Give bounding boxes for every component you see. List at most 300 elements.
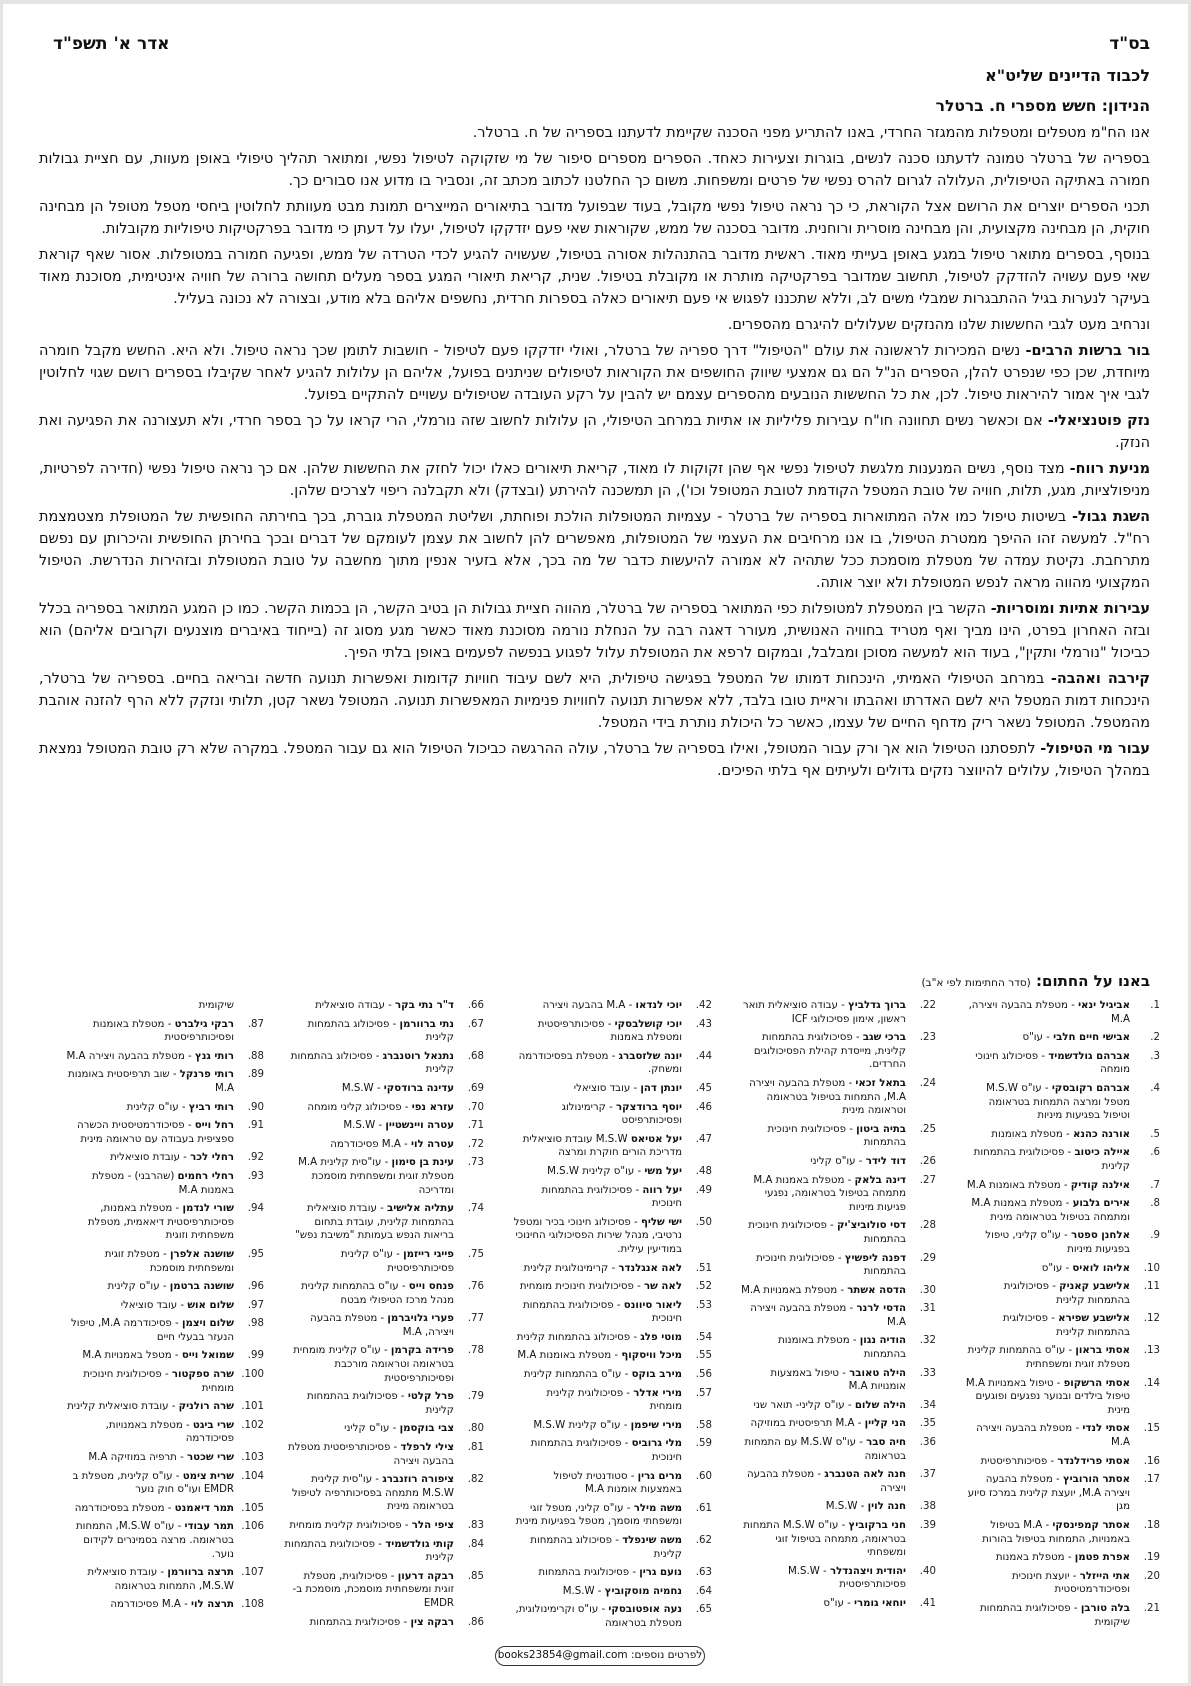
point-title: מניעת רווח-	[1069, 461, 1151, 477]
signatory-name: שרה רולניק	[178, 1401, 234, 1413]
signatory-role: - עו"ס בהתמחות קלינית	[523, 1369, 632, 1381]
signatory-name: בלה טורבן	[1080, 1602, 1130, 1614]
signature-text	[736, 1031, 906, 1072]
signatory-role: - עו"ס קלינית מומחית בטראומה וטראומה מורכבת ופסיכותרפיסטית	[293, 1345, 454, 1384]
signatory-role: - פסיכולוג חינוכי מומחה	[975, 1050, 1130, 1076]
signatory-role: - פסיכולוגית בהתמחות קלינית	[1002, 1313, 1130, 1338]
signatory-name: שרית צימט	[182, 1470, 234, 1482]
signature-number: 90.	[247, 1101, 264, 1113]
signatory-name: רבקי גילברט	[174, 1018, 234, 1030]
intro-paragraph: בספריה של ברטלר טמונה לדעתנו סכנה לנשים, בוגרות וצעירות כאחד. הספרים מספרים סיפור של מי שזקוקה לטיפול נפשי, ומתואר תהליך טיפולי באופן מעוות, עם חציית גבולות חמורה באתיקה הטיפולית, העלולה לגרום להרס נפשי של פרטים ומשפחות. משום כך החלטנו לכתוב מכתב זה, ונסביר בו מדוע אנו סבורים כך.	[39, 151, 1150, 189]
signature-number: 68.	[467, 1050, 484, 1062]
signatory-name: צילי לרפלד	[400, 1442, 454, 1454]
contact-label: לפרטים נוספים:	[631, 1649, 703, 1661]
signature-number: 76.	[467, 1281, 484, 1293]
signatory-name: אתי הייזלר	[1079, 1570, 1130, 1582]
signatory-name: הדסה אשתר	[847, 1284, 906, 1296]
signature-text	[64, 1068, 234, 1095]
signature-text	[736, 1077, 906, 1118]
signature-item	[960, 999, 1160, 1026]
signatory-role: - פסיכולוגית בהתמחות קלינית	[284, 1538, 454, 1564]
signatory-role: - פסיכולוגית בהתמחות קלינית	[307, 1391, 454, 1416]
signature-number: 87.	[247, 1018, 264, 1030]
addressee: לכבוד הדיינים שליט"א	[985, 66, 1150, 85]
point-paragraph	[39, 598, 1150, 664]
signatory-name: אביגיל ינאי	[1078, 1000, 1130, 1011]
signatory-name: רותי גנץ	[194, 1050, 234, 1062]
signatory-name: משה שינפלד	[622, 1535, 682, 1546]
signatory-name: הודיה נגון	[859, 1335, 906, 1347]
signature-item	[64, 1349, 264, 1363]
signature-text	[512, 1165, 682, 1179]
signature-number: 81.	[467, 1442, 484, 1454]
signatory-role: - M.A פסיכודרמה	[110, 1599, 192, 1611]
signatory-role: - פסיכולוגית חינוכית בהתמחות	[767, 1123, 906, 1149]
signature-item	[284, 1390, 484, 1417]
signature-item	[64, 1151, 264, 1165]
signatory-name: ציפי הלר	[411, 1520, 454, 1531]
signature-item	[64, 1202, 264, 1243]
signature-text	[64, 1280, 234, 1294]
signature-number: 101.	[241, 1401, 264, 1413]
signature-item	[64, 1068, 264, 1095]
signature-text	[736, 999, 906, 1026]
signatory-role: - פסיכולוג בהתמחות קלינית	[290, 1050, 454, 1076]
signature-text	[960, 1344, 1130, 1371]
signature-number: 47.	[695, 1133, 712, 1145]
signature-text	[960, 1262, 1130, 1276]
point-text: נשים המכירות לראשונה את עולם "הטיפול" דרך ספריה של ברטלר, ואולי יזדקקו פעם לטיפול - חושבות לתומן שכך נראה טיפול. ולא היא. החשש מקבל חומרה מיוחדת, שכן כפי שנפרט להלן, הספרים הנ"ל הם גם אמצעי שיווק החושפים את הקוראות לטיפולים שניתנים בפועל, אליהם הן עלולות להגיע לאחר שקיבלו בספרים רושם שגוי לחלוטין לגבי איך אמור להיראות טיפול. לכן, את כל החששות הנובעים מהספרים עצמם יש להבין על רקע העובדה שטיפולים עשויים להתקיים בפועל.	[39, 343, 1150, 403]
signature-item	[736, 1468, 936, 1495]
signature-number: 56.	[695, 1369, 712, 1381]
signature-text	[512, 1349, 682, 1363]
signature-number: 95.	[247, 1248, 264, 1260]
point-paragraph	[39, 738, 1150, 782]
contact-box	[495, 1646, 705, 1666]
point-text: הקשר בין המטפלת למטופלות כפי המתואר בספריה של ברטלר, מהווה חציית גבולות הן בטיב הקשר, הן בכמות הקשר. כמו כן המגע המתואר בספריה בכלל ובזה האחרון בפרט, הינו מביך ואף מטריד בחוויה האנושית, מעורר דאגה רבה על הנחלת נורמה מסוכנת מאוד כאשר מגע מסוג זה (בייחוד באיברים מוצנעים וקרובים אליהם) הוא כביכול "נורמלי ותקין", בעוד הוא למעשה מסוכן ומבלבל, ובמקום לרפא את המטופלת עלול לפגוע בנפשה לפעמים באופן בלתי הפיך.	[39, 601, 1150, 661]
signatory-role: - עו"ס קלינית M.S.W	[533, 1419, 631, 1431]
signature-item	[284, 1018, 484, 1045]
signature-number: 19.	[1143, 1552, 1160, 1564]
signature-number: 88.	[247, 1050, 264, 1062]
signature-number: 59.	[695, 1438, 712, 1450]
signature-text	[284, 1119, 454, 1133]
signatory-role: - מטפלת באומנות	[991, 1128, 1073, 1140]
signature-number: 12.	[1143, 1313, 1160, 1325]
signatory-name: הני קליין	[864, 1418, 906, 1430]
signature-text	[64, 1050, 234, 1064]
signatory-name: יהודית ויצהנדלר	[829, 1565, 906, 1577]
signature-item	[64, 1502, 264, 1516]
signature-text	[736, 1302, 906, 1329]
signature-number: 14.	[1143, 1377, 1160, 1389]
signature-text	[284, 1422, 454, 1436]
signature-number: 64.	[695, 1585, 712, 1597]
intro-paragraph: בנוסף, בספרים מתואר טיפול במגע באופן בעייתי מאוד. ראשית מדובר בהתנהלות אסורה בטיפול, שעשויה להגיע לכדי הטרדה של ממש, ופגיעה חמורה במטופלות. אסור שאף קוראת שאי פעם עשויה להזדקק לטיפול, תחשוב שמדובר בפרקטיקה מותרת או מקובלת בטיפול. שנית, קריאת תיאורי המגע בספר מעלים תחושה ברורה של חוויה אינטימית, מסוכנת מאוד בעיקר לנערות בגיל ההתבגרות שמבלי משים לב, וללא שתכננו לפגוש אי פעם תיאורים כאלה בספרות חרדית, נחשפים אליהם בלא מודע, ובצורה לא נכונה בעליל.	[39, 247, 1150, 307]
signature-item	[960, 1262, 1160, 1276]
signatory-role: - מטפלת בפסיכודרמה ומשחק.	[518, 1050, 682, 1076]
signatory-role: - יועצת חינוכית ופסיכודרמטיסטית	[1011, 1570, 1130, 1596]
point-title: עבור מי הטיפול-	[1040, 741, 1151, 757]
signatory-name: ברכי שגב	[862, 1032, 906, 1044]
signatory-role: - פסיכולוגית, מטפלת זוגית ומשפחתית מוסמכת, מוסמכת ב-EMDR	[292, 1570, 454, 1609]
point-paragraph	[39, 668, 1150, 734]
signature-text	[284, 1280, 454, 1307]
signature-number: 32.	[919, 1335, 936, 1347]
signatory-name: לאה אנגלנדר	[618, 1262, 682, 1274]
signature-number: 38.	[919, 1501, 936, 1513]
signature-number: 50.	[695, 1216, 712, 1228]
signatory-name: רותי רביץ	[188, 1101, 234, 1113]
signature-item	[960, 1031, 1160, 1045]
signature-number: 78.	[467, 1345, 484, 1357]
signature-item	[284, 1156, 484, 1197]
signature-text	[512, 1018, 682, 1045]
signature-text	[64, 1502, 234, 1516]
signatory-role: - M.A פסיכודרמה	[330, 1138, 411, 1150]
signatory-role: - פסיכולוג בהתמחות קלינית	[530, 1535, 682, 1560]
signature-number: 40.	[919, 1565, 936, 1577]
signatory-name: אברהם רקובסקי	[1051, 1082, 1130, 1094]
signature-number: 16.	[1143, 1455, 1160, 1467]
signatory-name: תמר עבודי	[184, 1521, 234, 1533]
signatory-name: הדסי לרנר	[856, 1303, 906, 1315]
signature-item	[284, 1280, 484, 1307]
signatory-role: - מטפלת באומנות M.A	[517, 1350, 622, 1362]
signature-number: 10.	[1143, 1262, 1160, 1274]
signatory-role: - מטפלת בפסיכודרמה	[74, 1502, 175, 1514]
signature-item	[736, 1155, 936, 1169]
signature-number: 54.	[695, 1331, 712, 1343]
contact-email[interactable]: books23854@gmail.com	[497, 1649, 628, 1661]
signature-number: 63.	[695, 1567, 712, 1579]
signatory-name: פייגי רייזמן	[403, 1248, 454, 1260]
signature-number: 57.	[695, 1387, 712, 1399]
signatory-name: שלום אוש	[187, 1299, 234, 1311]
signature-text	[284, 999, 454, 1013]
signatory-name: נתי ברוורמן	[399, 1018, 454, 1030]
signature-number: 79.	[467, 1391, 484, 1403]
signatory-name: ישי שליף	[640, 1216, 682, 1228]
signatory-role: - פסיכולוגית קלינית מומחית	[546, 1387, 682, 1413]
signature-number: 65.	[695, 1604, 712, 1616]
signature-text	[960, 1050, 1130, 1077]
signature-text	[736, 1155, 906, 1169]
signatory-name: עתליה אלישיב	[387, 1203, 454, 1215]
signature-text	[284, 1050, 454, 1077]
signature-number: 20.	[1143, 1570, 1160, 1582]
signatory-name: עינת בן סימון	[391, 1157, 454, 1169]
signature-number: 26.	[919, 1155, 936, 1167]
signatory-role: - פסיכולוג בהתמחות קלינית	[307, 1018, 454, 1044]
signatory-role: - פסיכולוגית בהתמחות שיקומית	[979, 1602, 1130, 1628]
signature-text	[736, 1174, 906, 1215]
signature-text	[64, 1317, 234, 1344]
signature-item	[512, 1262, 712, 1276]
signature-number: 71.	[467, 1120, 484, 1132]
signature-text	[736, 1399, 906, 1413]
signature-item	[512, 1349, 712, 1363]
signature-number: 83.	[467, 1520, 484, 1531]
signatory-role: - מטפלת באומנות ופסיכותרפיסטית	[92, 1018, 234, 1044]
signature-item	[512, 1280, 712, 1294]
signature-item	[64, 1119, 264, 1146]
signature-item	[64, 999, 264, 1013]
signature-item	[512, 999, 712, 1013]
signatory-name: תרצה ברוורמן	[167, 1567, 234, 1579]
signature-item	[960, 1312, 1160, 1339]
signatory-role: - מטפלת בהבעה ויצירה	[747, 1469, 906, 1494]
signature-item	[284, 1248, 484, 1275]
signature-text	[284, 1538, 454, 1565]
signature-number: 2.	[1150, 1032, 1160, 1044]
signature-text	[512, 1419, 682, 1433]
signatory-name: נעה אופטובסקי	[608, 1604, 682, 1616]
signature-number: 31.	[919, 1303, 936, 1315]
signature-item	[512, 1184, 712, 1211]
signatory-name: שרי שכטר	[187, 1452, 234, 1464]
signature-text	[284, 1082, 454, 1096]
signature-item	[64, 1419, 264, 1446]
signatory-name: חנה לוין	[867, 1501, 906, 1513]
signature-text	[960, 1473, 1130, 1514]
signature-number: 36.	[919, 1437, 936, 1449]
signature-text	[736, 1565, 906, 1592]
signature-text	[512, 1184, 682, 1211]
signature-number: 25.	[919, 1123, 936, 1135]
signatory-name: עזרא נפי	[411, 1101, 454, 1113]
point-text: בשיטות טיפול כמו אלה המתוארות בספריה של ברטלר - עצמיות המטופלות הולכת ופוחתת, ושליטת המטפלת גוברת, בכך בחירתה החופשית של המטופלת מצטמצמת רח"ל. למעשה זהו ההיפך ממטרת הטיפול, בו אנו מרחיבים את העצמי של המטופלות, מאפשרים להן לחשוב את עצמן לעומקם של דברים ובכך בחירתן החופשית והיכרותן עם נפשם מתרחבת. נקיטת עמדה של מטפלת מוסמכת ככל שתהיה לא אמורה להיעשות כדבר של מה בכך, אלא בזעיר אנפין מתוך מחשבה על טובת המטופלת ובזהירות הנדרשת. הטיפול המקצועי מהווה מראה לנפש המטופלת ולא יוצר אותה.	[39, 509, 1150, 591]
signatory-name: אסתר קמפינסקי	[1052, 1520, 1130, 1531]
signature-number: 5.	[1150, 1128, 1160, 1140]
signatory-name: אלישבע קאניק	[1059, 1281, 1130, 1293]
signatory-role: - פסיכותרפיסטית מטפלת בהבעה ויצירה	[288, 1442, 454, 1467]
signatory-role: - סטודנטית לטיפול באמצעות אומנות M.A	[553, 1470, 682, 1496]
signatory-role: (שהרבני) - מטפלת באמנות M.A	[91, 1170, 234, 1196]
signature-number: 37.	[919, 1469, 936, 1481]
signatory-role: - עו"ס קלינית	[126, 1101, 189, 1113]
signature-number: 35.	[919, 1418, 936, 1430]
signature-text	[284, 1473, 454, 1514]
signature-item	[960, 1229, 1160, 1256]
point-title: השגת גבול-	[1071, 509, 1150, 525]
letter-subject: הנידון: חשש מספרי ח. ברטלר	[935, 97, 1150, 115]
signatory-role: - עו"ס קליני	[810, 1155, 866, 1167]
signature-number: 55.	[695, 1350, 712, 1362]
signature-number: 70.	[467, 1101, 484, 1113]
signature-number: 100.	[241, 1369, 264, 1381]
signatory-name: אלישבע שפירא	[1058, 1313, 1130, 1325]
signature-text	[960, 1519, 1130, 1546]
signatory-role: - עו"ס M.S.W עם התמחות בטראומה	[744, 1437, 906, 1462]
signatory-role: - עו"ס קלינית M.S.W	[547, 1165, 645, 1177]
signatory-name: אירים גלבוע	[1072, 1198, 1130, 1210]
signatory-role: - מטפלת בהבעה ויצירה M.A, יועצת קלינית במרכז סיוע מגן	[967, 1474, 1130, 1513]
signature-number: 33.	[919, 1367, 936, 1379]
signatory-name: הילה שלום	[854, 1399, 906, 1411]
signatory-role: - עובדת סוציאלית	[110, 1152, 191, 1164]
signature-number: 52.	[695, 1281, 712, 1293]
signature-text	[284, 1344, 454, 1385]
signatory-role: - קרימינולוג ופסיכותרפיסט	[561, 1101, 682, 1127]
signature-text	[64, 1248, 234, 1275]
signature-text	[284, 1616, 454, 1630]
signature-number: 23.	[919, 1032, 936, 1044]
signature-text	[512, 1437, 682, 1464]
point-title: נזק פוטנציאלי-	[1047, 413, 1150, 429]
signature-item	[284, 1344, 484, 1385]
signatures-title	[921, 972, 1150, 990]
signatory-role: - עו"ס בהתמחות קלינית מנהל מרכז הטיפולי מבטח	[301, 1281, 454, 1306]
signature-number: 103.	[241, 1452, 264, 1464]
signature-column	[960, 999, 1160, 1634]
signatory-name: חני ברקוביץ	[848, 1520, 906, 1531]
signature-number	[234, 999, 264, 1013]
signatory-role: - פסיכולוגית בהתמחות חינוכית	[522, 1299, 682, 1325]
signatory-role: - פסיכותרפיסטית	[980, 1455, 1058, 1467]
signatory-name: פערי גלויברמן	[387, 1313, 454, 1325]
signature-text	[960, 1377, 1130, 1418]
signatory-name: הילה טאובר	[849, 1367, 906, 1379]
signature-number: 60.	[695, 1470, 712, 1482]
signature-text	[512, 1133, 682, 1160]
signature-item	[512, 1534, 712, 1561]
signature-number: 98.	[247, 1318, 264, 1330]
signature-text	[64, 1202, 234, 1243]
signatory-name: פנחס וייס	[408, 1281, 454, 1293]
signature-text	[960, 1455, 1130, 1469]
signatory-role: - עובד סוציאלי	[573, 1082, 641, 1094]
signature-item	[512, 1470, 712, 1497]
signature-item	[64, 1280, 264, 1294]
signatory-role: - מטפלת בהבעה ויצירה M.A	[750, 1303, 906, 1328]
signature-number: 73.	[467, 1157, 484, 1169]
signature-item	[512, 1299, 712, 1326]
signature-item	[512, 1437, 712, 1464]
signatory-name: דסי סולוביצ'יק	[836, 1220, 906, 1232]
signature-text	[960, 1280, 1130, 1307]
signatory-role: - M.S.W פסיכותרפיסטית	[787, 1565, 906, 1591]
signature-item	[512, 1566, 712, 1580]
signature-text	[512, 1534, 682, 1561]
signature-text	[512, 1082, 682, 1096]
signatory-name: קותי גולדשמיד	[385, 1538, 454, 1550]
signature-text	[512, 1280, 682, 1294]
signatory-role: - מטפלת בהבעה ויצירה, M.A	[968, 1000, 1130, 1025]
signatory-name: אפרת פטמן	[1074, 1552, 1130, 1564]
signature-item	[736, 1174, 936, 1215]
signature-text	[284, 1202, 454, 1243]
signature-number: 42.	[695, 1000, 712, 1011]
signatory-role: - קרימינולוגית קלינית	[523, 1262, 619, 1274]
signatory-name: תרצה לוי	[191, 1599, 234, 1611]
signature-number: 22.	[919, 1000, 936, 1011]
signature-text	[736, 1123, 906, 1150]
signature-item	[960, 1519, 1160, 1546]
signature-number: 11.	[1143, 1281, 1160, 1293]
signatory-name: מירב בוקס	[631, 1369, 682, 1381]
signatory-role: - עו"ס M.S.W מטפל ומרצה התמחות בטראומה וטיפול בפגיעות מיניות	[986, 1082, 1130, 1122]
signatory-role: - עו"ס קליני, מטפל זוגי ומשפחתי מוסמך, מטפל בפגיעות מינית	[515, 1502, 682, 1528]
signatory-role: - עבודה סוציאלית תואר ראשון, אימון פסיכולוגי ICF	[742, 1000, 906, 1025]
signatures-heading: באנו על החתום:	[1036, 972, 1150, 990]
signatory-name: נועם גרין	[639, 1567, 682, 1579]
signature-item	[736, 1031, 936, 1072]
signatory-role: - מטפלת בהבעה ויצירה M.A	[976, 1423, 1130, 1449]
signature-item	[960, 1377, 1160, 1418]
signature-number: 30.	[919, 1284, 936, 1296]
signatory-role: - עו"סית קלינית M.A מטפלת זוגית ומשפחתית מוסמכת ומדריכה	[298, 1157, 454, 1196]
signatory-role: - טיפול באמנויות M.A טיפול בילדים ובנוער נפגעים ופוגעים מינית	[965, 1377, 1130, 1416]
signature-text	[736, 1334, 906, 1361]
signatory-role: - פסיכולוגית בהתמחות קלינית	[973, 1147, 1130, 1172]
signature-text	[512, 1368, 682, 1382]
signature-number: 58.	[695, 1419, 712, 1431]
signatory-name: שורי לנדמן	[182, 1203, 234, 1215]
signature-item	[736, 1077, 936, 1118]
signature-text	[512, 1101, 682, 1128]
signature-item	[284, 1441, 484, 1468]
signatory-role: - עו"ס	[823, 1597, 854, 1609]
signatory-role: - מטפלת באמנות M.A מתמחה בטיפול בטראומה, נפגעי פגיעות מיניות	[753, 1174, 906, 1213]
signature-text	[512, 1603, 682, 1630]
signatory-name: חיה סבר	[866, 1437, 906, 1449]
signature-number: 53.	[695, 1299, 712, 1311]
signature-text	[960, 1229, 1130, 1256]
signatory-name: אסתי פרידלנדר	[1057, 1455, 1130, 1467]
signature-number: 4.	[1150, 1082, 1160, 1094]
bsd-mark: בס"ד	[1109, 34, 1150, 54]
signature-number: 77.	[467, 1313, 484, 1325]
signatory-name: יוכי קושלבסקי	[614, 1018, 682, 1030]
signature-number: 86.	[467, 1616, 484, 1628]
point-paragraph	[39, 410, 1150, 454]
signature-text	[64, 1151, 234, 1165]
signature-item	[736, 1367, 936, 1394]
signature-item	[64, 1368, 264, 1395]
signature-item	[284, 1538, 484, 1565]
signature-item	[512, 1216, 712, 1257]
signatory-name: יעל אטיאס	[630, 1133, 682, 1145]
signature-item	[960, 1602, 1160, 1629]
signature-text	[64, 1101, 234, 1115]
signature-item	[736, 1123, 936, 1150]
signatory-role: - מטפלת באמנות	[995, 1552, 1075, 1564]
signatory-role: - M.S.W	[562, 1585, 605, 1597]
signature-text	[512, 1331, 682, 1345]
signature-item	[284, 999, 484, 1013]
point-text: לתפסתנו הטיפול הוא אך ורק עבור המטופל, ואילו בספריה של ברטלר, עולה ההרגשה כביכול הטיפול הוא גם עבור המטפל. במקרה שלא רק טובת המטופל נמצאת במהלך הטיפול, עלולים להיווצר נזקים גדולים ולעיתים אף בלתי הפיכים.	[39, 741, 1150, 779]
signature-text	[512, 999, 682, 1013]
signatory-role: - עו"ס קלינית	[107, 1281, 170, 1293]
signatory-name: ד"ר נתי בקר	[395, 1000, 454, 1011]
signatory-name: יוכי לנדאו	[635, 1000, 682, 1011]
signatory-role: - עובדת סוציאלית בהתמחות קלינית, עובדת בתחום בריאות הנפש בעמותת "משיבת נפש"	[295, 1203, 454, 1242]
signatory-name: רבקה צין	[410, 1616, 454, 1628]
signatory-role: - עו"ס קליני- תואר שני	[753, 1399, 855, 1411]
signatory-name: רבקה דרעון	[397, 1570, 454, 1582]
signatory-name: רחלי לכר	[190, 1152, 234, 1164]
signatory-role: - עובדת סוציאלית M.S.W, התמחות בטראומה	[87, 1567, 234, 1592]
signature-text	[960, 1312, 1130, 1339]
signatory-name: ציפורה רוזנברג	[382, 1474, 454, 1486]
signature-number: 108.	[241, 1599, 264, 1611]
signatory-role: - פסיכולוגית חינוכית מומחית	[83, 1369, 234, 1394]
signature-item	[960, 1473, 1160, 1514]
signatory-name: בתאל זכאי	[855, 1077, 906, 1089]
signature-item	[284, 1473, 484, 1514]
signature-number: 82.	[467, 1474, 484, 1486]
